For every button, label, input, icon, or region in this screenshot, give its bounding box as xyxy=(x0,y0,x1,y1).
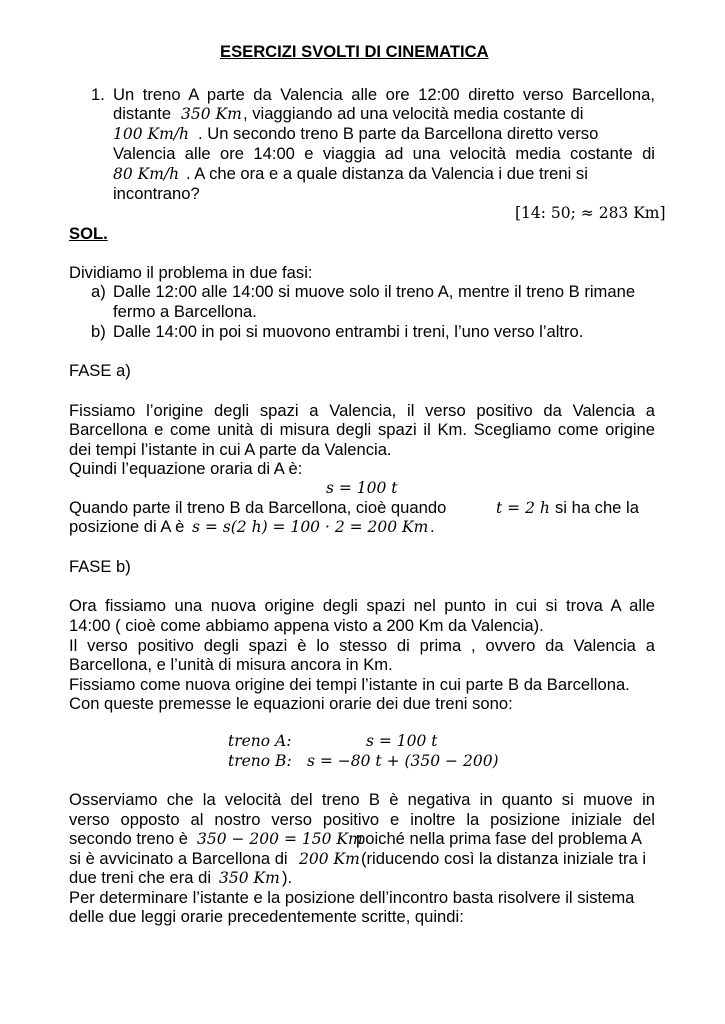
fase-a-line-5b: si ha che la xyxy=(555,498,639,517)
conclusion-line-4a: si è avvicinato a Barcellona di xyxy=(69,849,288,868)
fase-b-line-2: 14:00 ( cioè come abbiamo appena visto a 200 Km da Valencia). xyxy=(69,616,544,635)
intro-text: Dividiamo il problema in due fasi: xyxy=(69,263,313,282)
fase-a-equation: s = 100 t xyxy=(326,479,398,497)
problem-number: 1. xyxy=(91,85,105,104)
phase-b-line-1: Dalle 14:00 in poi si muovono entrambi i treni, l’uno verso l’altro. xyxy=(113,322,584,341)
fase-b-line-5: Fissiamo come nuova origine dei tempi l’istante in cui parte B da Barcellona. xyxy=(69,675,630,694)
problem-line-4: Valencia alle ore 14:00 e viaggia ad una velocità media costante di xyxy=(113,144,655,163)
phase-b-label: b) xyxy=(91,322,106,341)
conclusion-line-5b: ). xyxy=(282,868,293,887)
conclusion-initial-distance-math: 350 Km xyxy=(219,869,280,887)
fase-a-line-4: Quindi l’equazione oraria di A è: xyxy=(69,459,303,478)
problem-line-6: incontrano? xyxy=(113,184,200,203)
conclusion-line-4b: (riducendo così la distanza iniziale tra i xyxy=(361,849,647,868)
solution-label: SOL. xyxy=(69,224,108,243)
phase-a-line-1: Dalle 12:00 alle 14:00 si muove solo il treno A, mentre il treno B rimane xyxy=(113,282,636,301)
fase-a-line-2: Barcellona e come unità di misura degli spazi il Km. Scegliamo come origine xyxy=(69,420,655,439)
fase-a-time-math: t = 2 h xyxy=(496,499,550,517)
conclusion-line-3b: poiché nella prima fase del problema A xyxy=(356,829,642,848)
fase-b-line-3: Il verso positivo degli spazi è lo stesso di prima , ovvero da Valencia a xyxy=(69,636,655,655)
conclusion-distance-math: 200 Km xyxy=(299,850,360,868)
fase-b-line-4: Barcellona, e l’unità di misura ancora in Km. xyxy=(69,655,393,674)
problem-line-2b: , viaggiando ad una velocità media costante di xyxy=(243,104,584,123)
conclusion-line-5a: due treni che era di xyxy=(69,868,212,887)
conclusion-line-7: delle due leggi orarie precedentemente scritte, quindi: xyxy=(69,907,464,926)
page-title: ESERCIZI SVOLTI DI CINEMATICA xyxy=(220,42,489,61)
conclusion-line-2: verso opposto al nostro verso positivo e inoltre la posizione iniziale del xyxy=(69,810,655,829)
fase-a-heading: FASE a) xyxy=(69,361,131,380)
equation-a: s = 100 t xyxy=(366,732,438,750)
conclusion-line-3a: secondo treno è xyxy=(69,829,189,848)
fase-a-line-1: Fissiamo l’origine degli spazi a Valencia, il verso positivo da Valencia a xyxy=(69,401,655,420)
equation-b-label: treno B: xyxy=(228,752,292,770)
fase-a-line-3: dei tempi l’istante in cui A parte da Valencia. xyxy=(69,440,392,459)
fase-a-position-math: s = s(2 h) = 100 · 2 = 200 Km xyxy=(192,518,429,536)
fase-b-heading: FASE b) xyxy=(69,557,131,576)
problem-answer: [14: 50; ≈ 283 Km] xyxy=(515,204,666,222)
problem-line-2a: distante xyxy=(113,104,172,123)
problem-line-1: Un treno A parte da Valencia alle ore 12:00 diretto verso Barcellona, xyxy=(113,85,655,104)
problem-speed-b-math: 80 Km/h xyxy=(113,165,180,183)
problem-line-5b: . A che ora e a quale distanza da Valencia i due treni si xyxy=(186,164,588,183)
phase-a-line-2: fermo a Barcellona. xyxy=(113,302,257,321)
problem-speed-a-math: 100 Km/h xyxy=(113,125,189,143)
conclusion-initial-position-math: 350 − 200 = 150 Km xyxy=(197,830,363,848)
problem-line-3b: . Un secondo treno B parte da Barcellona diretto verso xyxy=(198,124,599,143)
problem-distance-math: 350 Km xyxy=(181,105,242,123)
fase-b-line-1: Ora fissiamo una nuova origine degli spazi nel punto in cui si trova A alle xyxy=(69,596,655,615)
conclusion-line-1: Osserviamo che la velocità del treno B è negativa in quanto si muove in xyxy=(69,790,655,809)
fase-a-line-6a: posizione di A è xyxy=(69,517,185,536)
phase-a-label: a) xyxy=(91,282,106,301)
equation-a-label: treno A: xyxy=(228,732,292,750)
fase-b-line-6: Con queste premesse le equazioni orarie dei due treni sono: xyxy=(69,694,513,713)
conclusion-line-6: Per determinare l’istante e la posizione dell’incontro basta risolvere il sistema xyxy=(69,888,635,907)
fase-a-line-6b: . xyxy=(430,517,435,536)
equation-b: s = −80 t + (350 − 200) xyxy=(307,752,499,770)
fase-a-line-5a: Quando parte il treno B da Barcellona, cioè quando xyxy=(69,498,447,517)
